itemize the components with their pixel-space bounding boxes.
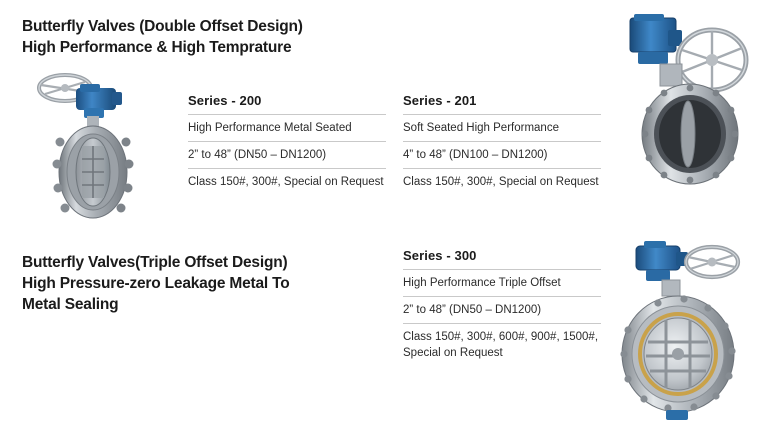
double-flanged-butterfly-valve-photo bbox=[612, 8, 764, 188]
series-200-title: Series - 200 bbox=[188, 93, 262, 108]
series-200-row-size: 2” to 48” (DN50 – DN1200) bbox=[188, 141, 386, 168]
lug-wafer-butterfly-valve-photo bbox=[18, 60, 168, 220]
page-title-triple-offset-line3: Metal Sealing bbox=[22, 296, 119, 313]
series-201-row-size: 4” to 48” (DN100 – DN1200) bbox=[403, 141, 601, 168]
series-300-row-class: Class 150#, 300#, 600#, 900#, 1500#, Special on Request bbox=[403, 323, 601, 366]
series-200-row-class: Class 150#, 300#, Special on Request bbox=[188, 168, 386, 195]
page-title-triple-offset bbox=[22, 252, 352, 315]
series-300-row-size: 2” to 48” (DN50 – DN1200) bbox=[403, 296, 601, 323]
series-300-title: Series - 300 bbox=[403, 248, 477, 263]
spec-table-series-201 bbox=[403, 93, 601, 195]
series-201-title: Series - 201 bbox=[403, 93, 477, 108]
page-title-double-offset-line2: High Performance & High Temprature bbox=[22, 39, 292, 56]
spec-table-series-300 bbox=[403, 248, 601, 366]
series-300-row-description: High Performance Triple Offset bbox=[403, 269, 601, 296]
series-200-row-description: High Performance Metal Seated bbox=[188, 114, 386, 141]
spec-table-series-200 bbox=[188, 93, 386, 195]
page-title-triple-offset-line1: Butterfly Valves(Triple Offset Design) bbox=[22, 254, 288, 271]
page-title-double-offset bbox=[22, 16, 362, 58]
page-title-triple-offset-line2: High Pressure-zero Leakage Metal To bbox=[22, 275, 290, 292]
triple-offset-butterfly-valve-photo bbox=[600, 228, 762, 420]
series-201-row-class: Class 150#, 300#, Special on Request bbox=[403, 168, 601, 195]
series-201-row-description: Soft Seated High Performance bbox=[403, 114, 601, 141]
page-title-double-offset-line1: Butterfly Valves (Double Offset Design) bbox=[22, 18, 303, 35]
